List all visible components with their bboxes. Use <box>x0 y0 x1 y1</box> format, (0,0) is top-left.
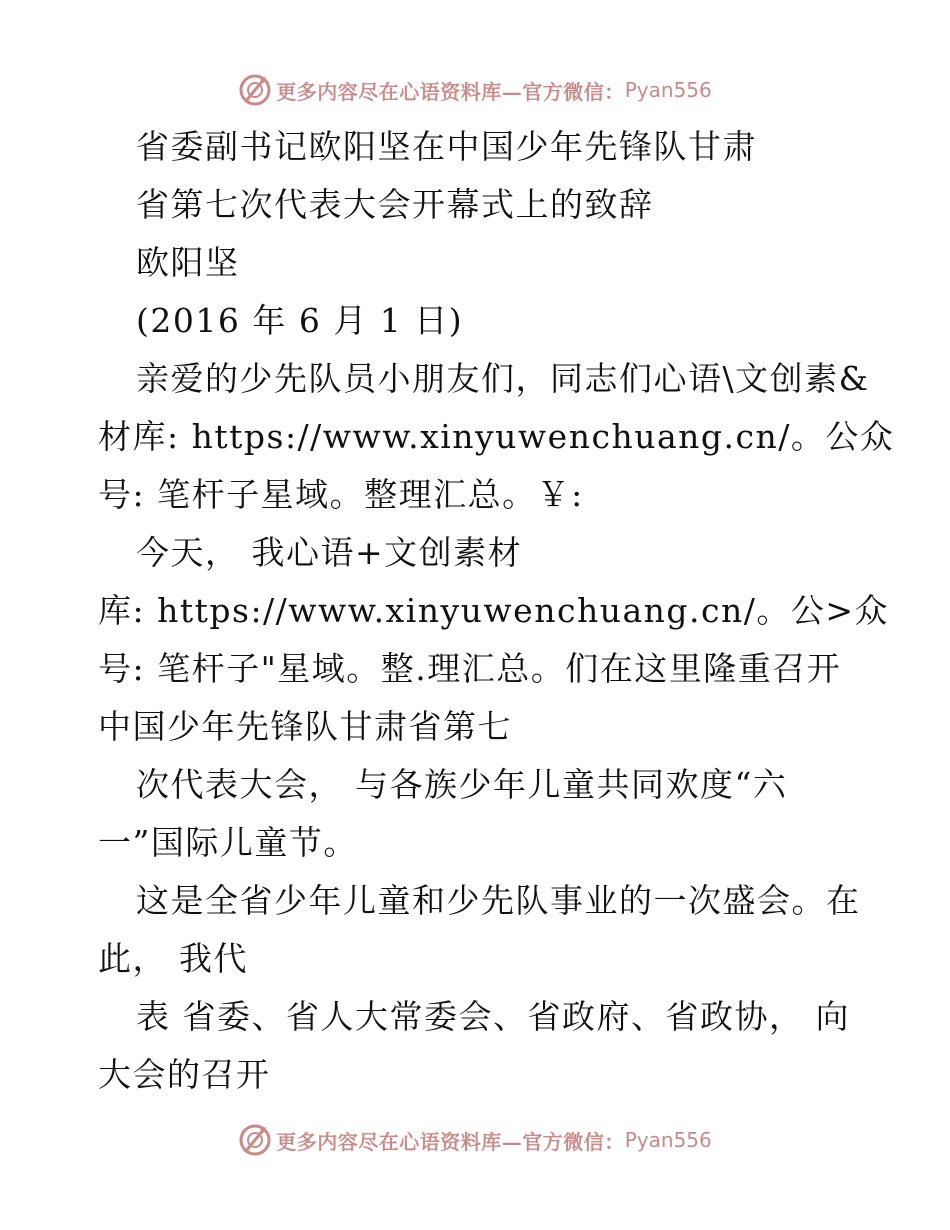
text-line: 此， 我代 <box>98 939 248 978</box>
watermark-banner-top <box>0 70 950 110</box>
text-line: 今天， 我心语+文创素材 <box>136 533 523 572</box>
logo-icon <box>238 73 272 107</box>
watermark-text: 更多内容尽在心语资料库—官方微信： <box>276 79 625 104</box>
text-line: 材库: https://www.xinyuwenchuang.cn/。公众 <box>98 417 895 456</box>
text-line: 号: 笔杆子星域。整理汇总。￥: <box>98 475 584 514</box>
text-line: 表 省委、省人大常委会、省政府、省政协， 向 <box>136 997 850 1036</box>
logo-icon <box>238 1123 272 1157</box>
text-line: (2016 年 6 月 1 日) <box>136 301 464 340</box>
text-line: 大会的召开 <box>98 1055 271 1094</box>
watermark-banner-bottom <box>0 1120 950 1160</box>
watermark-contact: Pyan556 <box>624 1128 712 1152</box>
text-line: 中国少年先锋队甘肃省第七 <box>98 707 512 746</box>
text-line: 号: 笔杆子"星域。整.理汇总。们在这里隆重召开 <box>98 649 842 688</box>
text-line: 库: https://www.xinyuwenchuang.cn/。公>众 <box>98 591 889 630</box>
text-line: 亲爱的少先队员小朋友们，同志们心语\文创素& <box>136 359 870 398</box>
watermark-contact: Pyan556 <box>624 78 712 102</box>
text-line: 次代表大会， 与各族少年儿童共同欢度“六 <box>136 765 788 804</box>
text-line: 省第七次代表大会开幕式上的致辞 <box>136 185 654 224</box>
watermark-text: 更多内容尽在心语资料库—官方微信： <box>276 1129 625 1154</box>
text-line: 省委副书记欧阳坚在中国少年先锋队甘肃 <box>136 127 757 166</box>
document-body <box>98 118 895 1104</box>
text-line: 欧阳坚 <box>136 243 240 282</box>
text-line: 这是全省少年儿童和少先队事业的一次盛会。在 <box>136 881 861 920</box>
text-line: 一”国际儿童节。 <box>98 823 358 862</box>
